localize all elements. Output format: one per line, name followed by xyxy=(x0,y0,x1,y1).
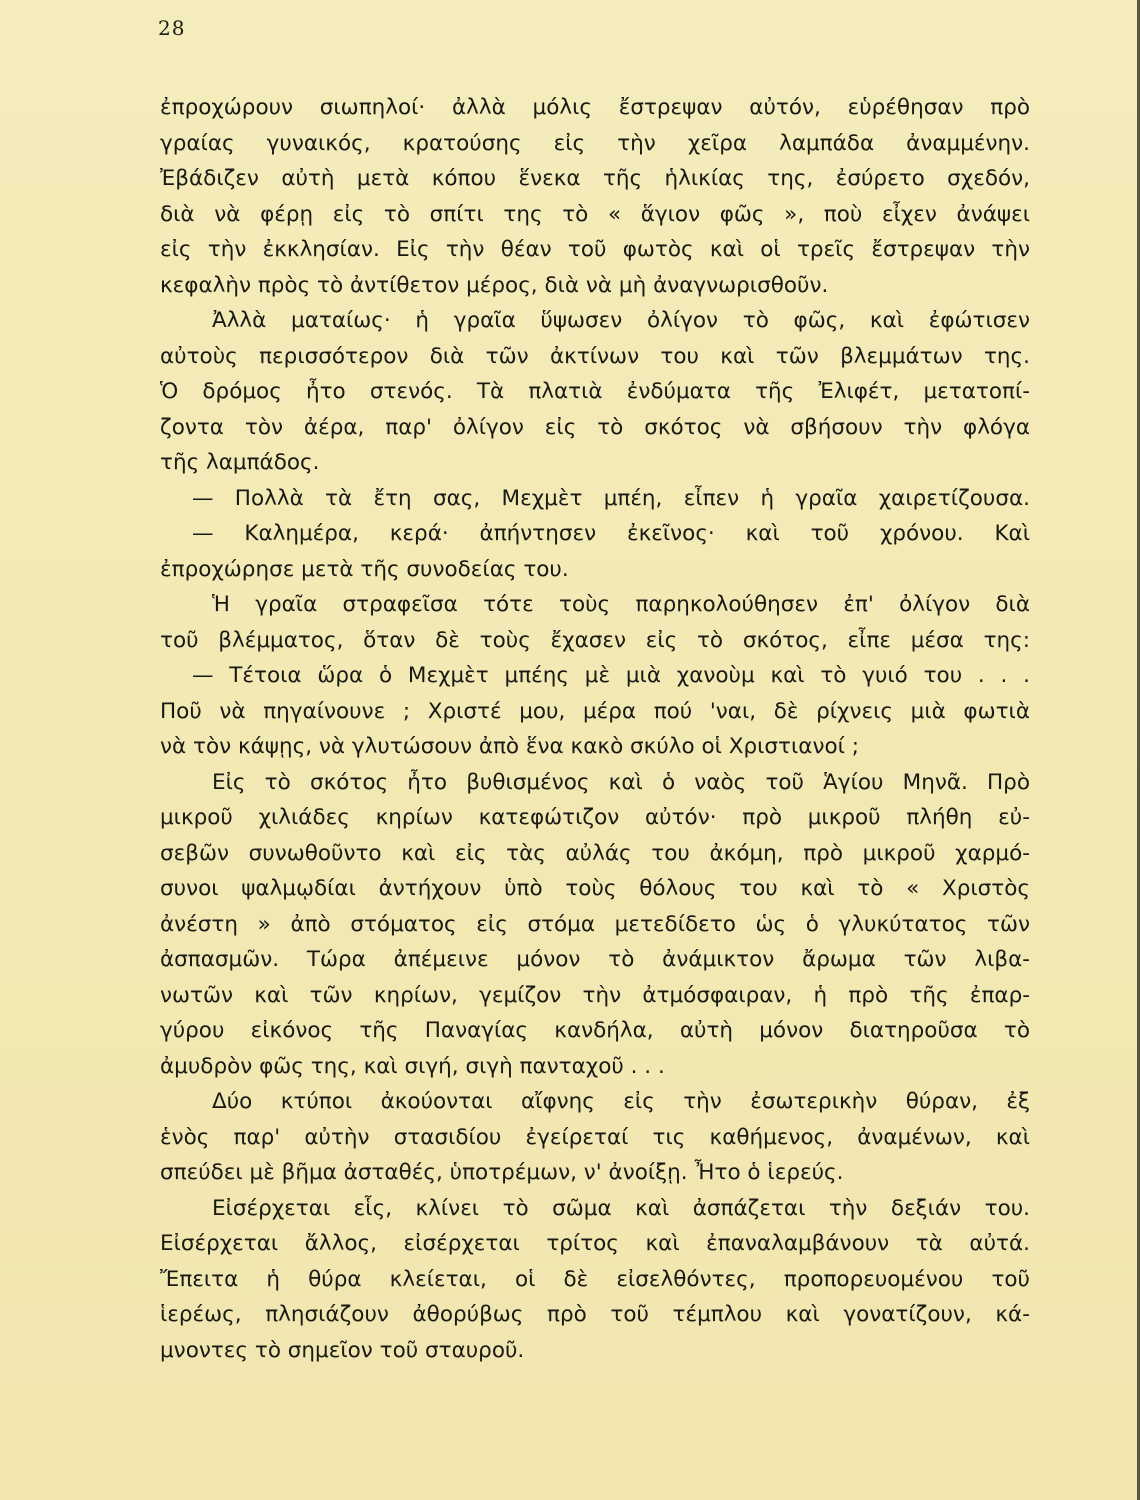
text-line: σπεύδει μὲ βῆμα ἀσταθές, ὑποτρέμων, ν' ἀνοίξῃ. Ἦτο ὁ ἱερεύς. xyxy=(160,1160,844,1185)
text-line: Ἐβάδιζεν αὐτὴ μετὰ κόπου ἕνεκα τῆς ἡλικίας της, ἐσύρετο σχεδόν, xyxy=(160,166,1030,191)
text-line: Εἰσέρχεται ἄλλος, εἰσέρχεται τρίτος καὶ ἐπαναλαμβάνουν τὰ αὐτά. xyxy=(160,1231,1030,1256)
text-line: μικροῦ χιλιάδες κηρίων κατεφώτιζον αὐτόν· πρὸ μικροῦ πλήθη εὐ- xyxy=(160,805,1030,830)
text-line: σεβῶν συνωθοῦντο καὶ εἰς τὰς αὐλάς του ἀκόμη, πρὸ μικροῦ χαρμό- xyxy=(160,840,1030,866)
text-line: Εἰς τὸ σκότος ἦτο βυθισμένος καὶ ὁ ναὸς τοῦ Ἁγίου Μηνᾶ. Πρὸ xyxy=(212,769,1030,795)
text-line: ἐπροχώρουν σιωπηλοί· ἀλλὰ μόλις ἔστρεψαν αὐτόν, εὑρέθησαν πρὸ xyxy=(160,95,1030,120)
text-line: συνοι ψαλμῳδίαι ἀντήχουν ὑπὸ τοὺς θόλους του καὶ τὸ « Χριστὸς xyxy=(160,876,1030,901)
page-number: 28 xyxy=(158,16,186,40)
text-line: Εἰσέρχεται εἷς, κλίνει τὸ σῶμα καὶ ἀσπάζεται τὴν δεξιάν του. xyxy=(212,1195,1030,1221)
text-line: Ὁ δρόμος ἦτο στενός. Τὰ πλατιὰ ἐνδύματα τῆς Ἐλιφέτ, μετατοπί- xyxy=(160,379,1030,404)
text-line: ἐπροχώρησε μετὰ τῆς συνοδείας του. xyxy=(160,556,569,582)
text-line: κεφαλὴν πρὸς τὸ ἀντίθετον μέρος, διὰ νὰ μὴ ἀναγνωρισθοῦν. xyxy=(160,272,829,298)
text-line: Ἀλλὰ ματαίως· ἡ γραῖα ὕψωσεν ὀλίγον τὸ φῶς, καὶ ἐφώτισεν xyxy=(212,308,1030,333)
text-line: γραίας γυναικός, κρατούσης εἰς τὴν χεῖρα λαμπάδα ἀναμμένην. xyxy=(160,130,1030,156)
text-line: μνοντες τὸ σημεῖον τοῦ σταυροῦ. xyxy=(160,1337,525,1363)
text-line: νὰ τὸν κάψῃς, νὰ γλυτώσουν ἀπὸ ἕνα κακὸ σκύλο οἱ Χριστιανοί ; xyxy=(160,734,859,759)
text-line: Ἔπειτα ἡ θύρα κλείεται, οἱ δὲ εἰσελθόντες, προπορευομένου τοῦ xyxy=(160,1266,1030,1292)
text-line: ἑνὸς παρ' αὐτὴν στασιδίου ἐγείρεταί τις καθήμενος, ἀναμένων, καὶ xyxy=(160,1124,1030,1150)
text-line: αὐτοὺς περισσότερον διὰ τῶν ἀκτίνων του καὶ τῶν βλεμμάτων της. xyxy=(160,343,1030,369)
text-line: Ἡ γραῖα στραφεῖσα τότε τοὺς παρηκολούθησεν ἐπ' ὀλίγον διὰ xyxy=(212,592,1030,617)
text-line: — Πολλὰ τὰ ἔτη σας, Μεχμὲτ μπέη, εἶπεν ἡ γραῖα χαιρετίζουσα. xyxy=(192,485,1030,511)
body-text xyxy=(160,90,1030,1368)
text-line: Δύο κτύποι ἀκούονται αἴφνης εἰς τὴν ἐσωτερικὴν θύραν, ἐξ xyxy=(212,1089,1030,1114)
text-line: — Καλημέρα, κερά· ἀπήντησεν ἐκεῖνος· καὶ τοῦ χρόνου. Καὶ xyxy=(192,521,1030,546)
text-line: τοῦ βλέμματος, ὅταν δὲ τοὺς ἔχασεν εἰς τὸ σκότος, εἶπε μέσα της: xyxy=(160,627,1030,653)
text-line: εἰς τὴν ἐκκλησίαν. Εἰς τὴν θέαν τοῦ φωτὸς καὶ οἱ τρεῖς ἔστρεψαν τὴν xyxy=(160,237,1030,262)
text-line: τῆς λαμπάδος. xyxy=(160,450,320,475)
text-line: ἱερέως, πλησιάζουν ἀθορύβως πρὸ τοῦ τέμπλου καὶ γονατίζουν, κά- xyxy=(160,1302,1030,1327)
text-line: ζοντα τὸν ἀέρα, παρ' ὀλίγον εἰς τὸ σκότος νὰ σβήσουν τὴν φλόγα xyxy=(160,414,1030,440)
text-line: Ποῦ νὰ πηγαίνουνε ; Χριστέ μου, μέρα πού 'ναι, δὲ ρίχνεις μιὰ φωτιὰ xyxy=(160,698,1030,724)
text-line: γύρου εἰκόνος τῆς Παναγίας κανδήλα, αὐτὴ μόνον διατηροῦσα τὸ xyxy=(160,1018,1030,1043)
text-line: διὰ νὰ φέρῃ εἰς τὸ σπίτι της τὸ « ἅγιον φῶς », ποὺ εἶχεν ἀνάψει xyxy=(160,201,1030,227)
text-line: νωτῶν καὶ τῶν κηρίων, γεμίζον τὴν ἀτμόσφαιραν, ἡ πρὸ τῆς ἐπαρ- xyxy=(160,982,1030,1008)
text-line: ἀνέστη » ἀπὸ στόματος εἰς στόμα μετεδίδετο ὡς ὁ γλυκύτατος τῶν xyxy=(160,911,1030,937)
text-line: ἀμυδρὸν φῶς της, καὶ σιγή, σιγὴ πανταχοῦ . . . xyxy=(160,1053,665,1079)
text-line: — Τέτοια ὥρα ὁ Μεχμὲτ μπέης μὲ μιὰ χανοὺμ καὶ τὸ γυιό του . . . xyxy=(192,663,1030,688)
text-line: ἀσπασμῶν. Τώρα ἀπέμεινε μόνον τὸ ἀνάμικτον ἄρωμα τῶν λιβα- xyxy=(160,947,1030,972)
